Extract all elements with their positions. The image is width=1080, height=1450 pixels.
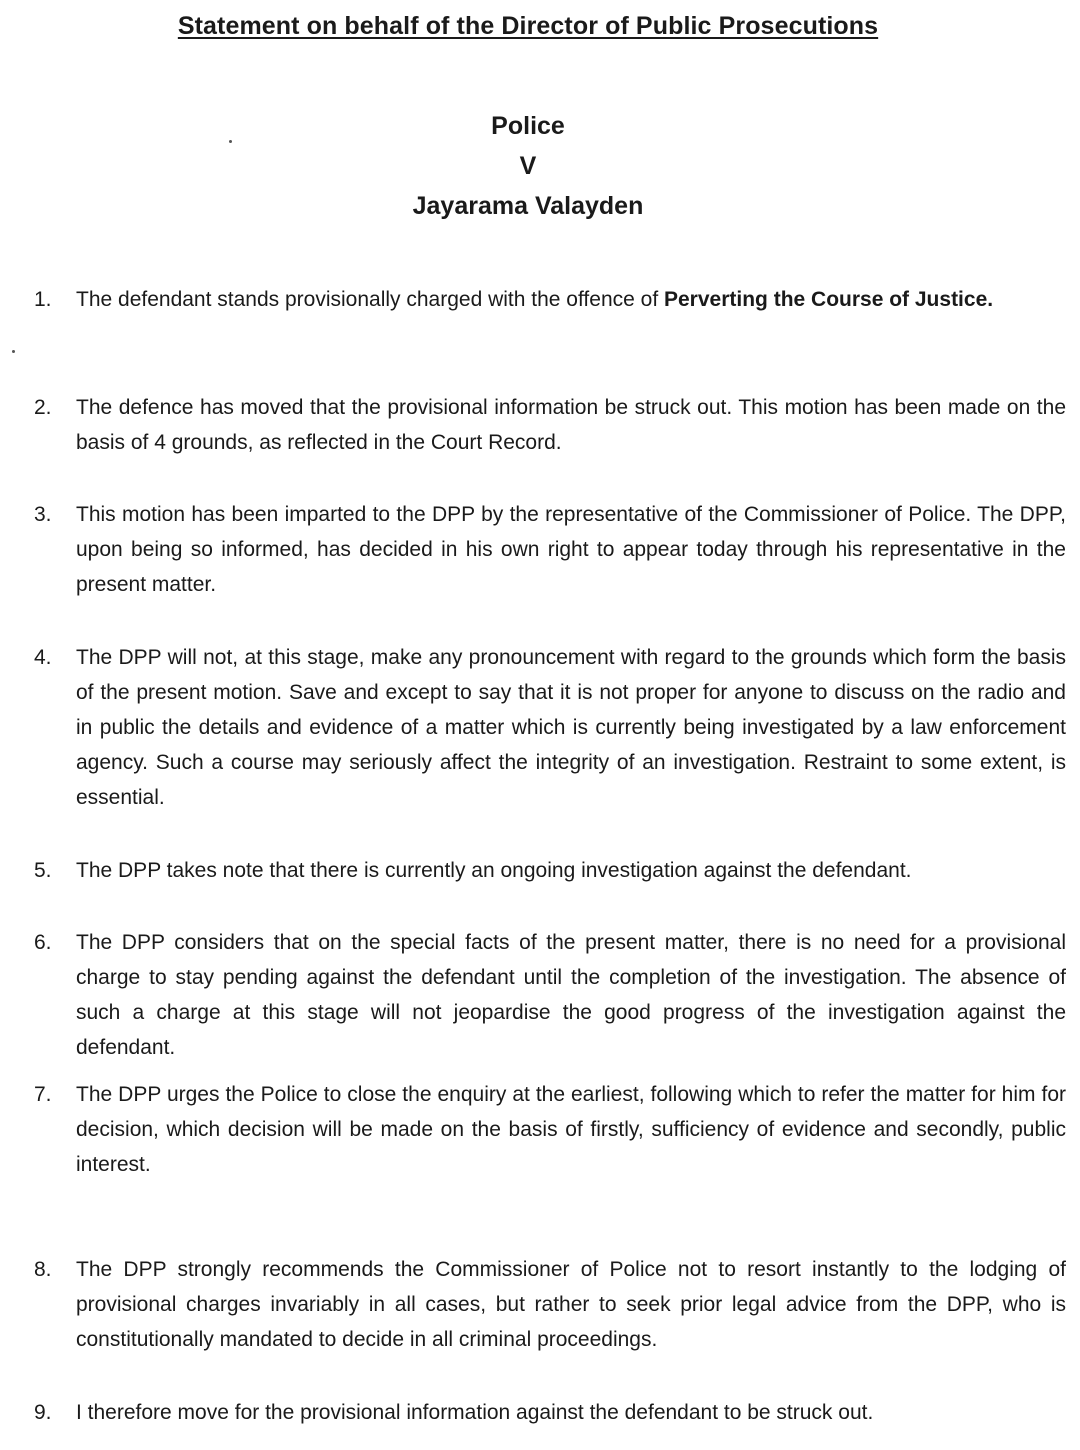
document-title: Statement on behalf of the Director of Public Prosecutions	[177, 12, 879, 40]
paragraph-number: 8.	[34, 1258, 52, 1281]
paragraph-number: 4.	[34, 646, 52, 669]
case-party-defendant: Jayarama Valayden	[412, 192, 644, 220]
paragraph-text: The DPP takes note that there is currently an ongoing investigation against the defendant.	[76, 859, 912, 882]
paragraph-text: The DPP urges the Police to close the enquiry at the earliest, following which to refer the matter for him for decision, which decision will be made on the basis of firstly, sufficiency of evidence and secondly, public interest.	[76, 1083, 1066, 1176]
paragraph-text: This motion has been imparted to the DPP by the representative of the Commissioner of Police. The DPP, upon being so informed, has decided in his own right to appear today through his representative in the present matter.	[76, 503, 1066, 596]
paragraph-text: The defence has moved that the provisional information be struck out. This motion has been made on the basis of 4 grounds, as reflected in the Court Record.	[76, 396, 1066, 454]
scan-speck	[12, 350, 15, 353]
paragraph-number: 3.	[34, 503, 52, 526]
paragraph-number: 1.	[34, 288, 52, 311]
paragraph-text: The DPP will not, at this stage, make any pronouncement with regard to the grounds which form the basis of the present motion. Save and except to say that it is not proper for anyone to discuss on the radio and in public the details and evidence of a matter which is currently being investigated by a law enforcement agency. Such a course may seriously affect the integrity of an investigation. Restraint to some extent, is essential.	[76, 646, 1066, 809]
paragraph-text: The DPP considers that on the special facts of the present matter, there is no need for a provisional charge to stay pending against the defendant until the completion of the investigation. The absence of such a charge at this stage will not jeopardise the good progress of the investigation against the defendant.	[76, 931, 1066, 1059]
paragraph-text: I therefore move for the provisional information against the defendant to be struck out.	[76, 1401, 874, 1424]
paragraph-number: 2.	[34, 396, 52, 419]
paragraph-number: 5.	[34, 859, 52, 882]
case-versus: V	[519, 152, 537, 180]
offence-name: Perverting the Course of Justice.	[664, 288, 994, 311]
paragraph-number: 7.	[34, 1083, 52, 1106]
paragraph-text: The DPP strongly recommends the Commissioner of Police not to resort instantly to the lodging of provisional charges invariably in all cases, but rather to seek prior legal advice from the DPP, who is constitutionally mandated to decide in all criminal proceedings.	[76, 1258, 1066, 1351]
paragraph-number: 9.	[34, 1401, 52, 1424]
case-party-police: Police	[491, 112, 565, 140]
paragraph-number: 6.	[34, 931, 52, 954]
scan-speck	[229, 140, 232, 143]
paragraph-text	[76, 282, 1066, 317]
paragraph-text-plain: The defendant stands provisionally charged with the offence of	[76, 288, 664, 311]
